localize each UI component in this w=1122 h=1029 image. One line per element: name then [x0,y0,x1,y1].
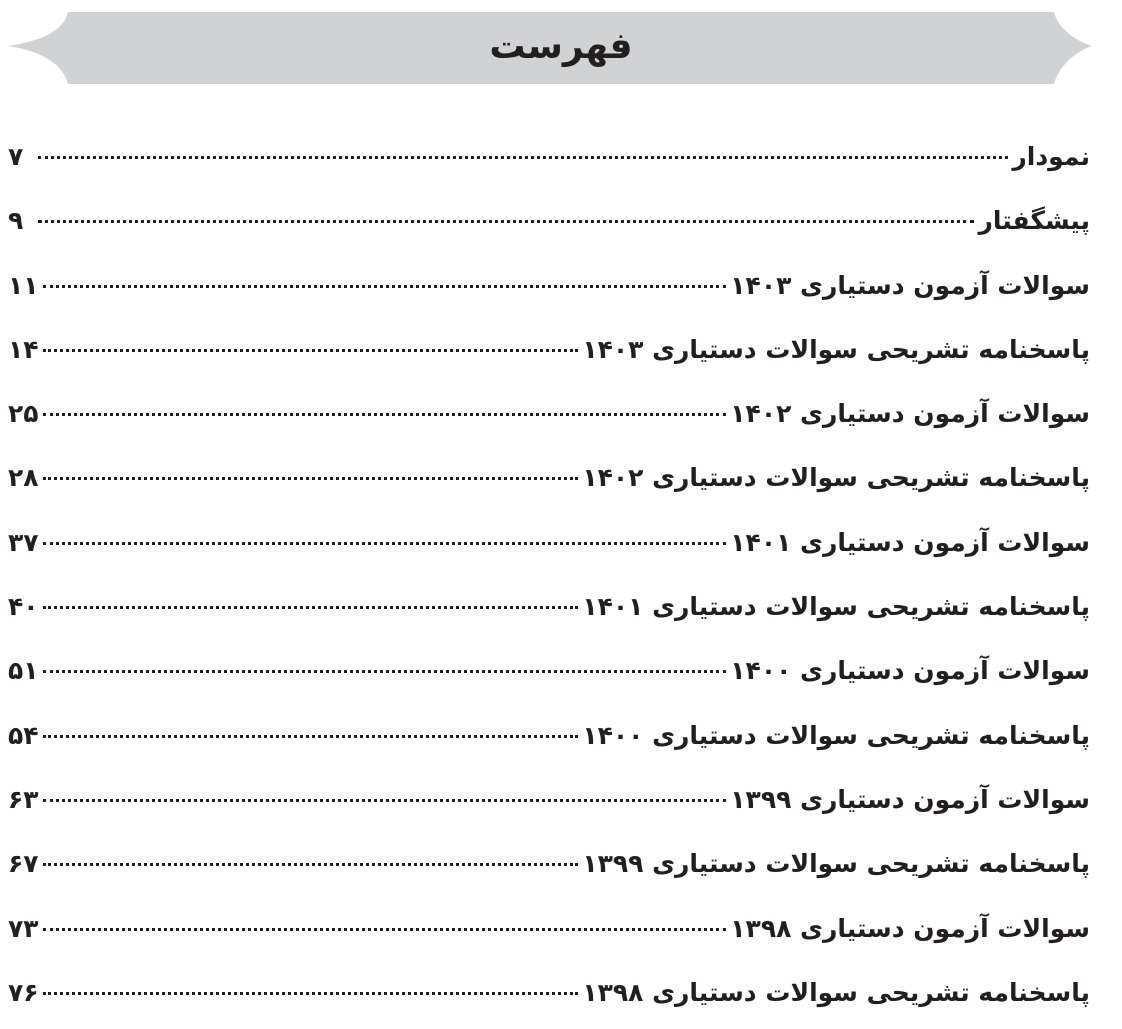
toc-entry-title[interactable]: سوالات آزمون دستیاری ۱۴۰۲ [730,399,1090,429]
page-title: فهرست [489,26,633,67]
dot-leader [38,220,974,223]
toc-entry[interactable] [0,515,1122,579]
dot-leader [38,156,1008,159]
toc-entry-page-number: ۲۸ [8,463,39,493]
toc-entry[interactable] [0,129,1122,193]
toc-entry[interactable] [0,450,1122,514]
toc-entry-page-number: ۱۴ [8,334,39,364]
dot-leader [43,992,579,995]
toc-entry[interactable] [0,643,1122,707]
toc-entry-line[interactable] [8,458,1090,498]
toc-entry-title[interactable]: سوالات آزمون دستیاری ۱۴۰۱ [730,527,1090,557]
toc-entry[interactable] [0,579,1122,643]
dot-leader [43,863,579,866]
toc-entry-line[interactable] [8,780,1090,820]
toc-entry-title[interactable]: سوالات آزمون دستیاری ۱۴۰۰ [730,656,1090,686]
toc-entry-line[interactable] [8,523,1090,563]
dot-leader [43,413,727,416]
table-of-contents [0,129,1122,1029]
toc-entry[interactable] [0,901,1122,965]
toc-entry[interactable] [0,258,1122,322]
toc-entry-page-number: ۷۶ [8,977,39,1007]
toc-entry-page-number: ۲۵ [8,399,39,429]
toc-entry-line[interactable] [8,137,1090,177]
toc-entry-page-number: ۳۷ [8,527,39,557]
toc-entry-title[interactable]: پاسخنامه تشریحی سوالات دستیاری ۱۳۹۸ [582,977,1090,1007]
toc-entry-page-number: ۹ [8,206,24,236]
toc-entry-line[interactable] [8,973,1090,1013]
dot-leader [43,542,727,545]
dot-leader [43,285,727,288]
toc-entry-title[interactable]: پاسخنامه تشریحی سوالات دستیاری ۱۳۹۹ [582,849,1090,879]
toc-entry-title[interactable]: پاسخنامه تشریحی سوالات دستیاری ۱۴۰۲ [582,463,1090,493]
toc-entry-line[interactable] [8,587,1090,627]
toc-entry-title[interactable]: نمودار [1012,142,1090,171]
dot-leader [43,735,579,738]
dot-leader [43,670,727,673]
toc-entry-page-number: ۷۳ [8,913,39,943]
toc-entry[interactable] [0,322,1122,386]
toc-entry-line[interactable] [8,844,1090,884]
toc-entry-line[interactable] [8,651,1090,691]
dot-leader [43,799,727,802]
toc-entry-line[interactable] [8,394,1090,434]
dot-leader [43,928,727,931]
toc-entry[interactable] [0,836,1122,900]
toc-entry-title[interactable]: پیشگفتار [978,206,1090,236]
toc-entry-line[interactable] [8,266,1090,306]
toc-entry-title[interactable]: سوالات آزمون دستیاری ۱۳۹۹ [730,784,1090,814]
toc-entry[interactable] [0,386,1122,450]
toc-entry[interactable] [0,965,1122,1029]
toc-entry-page-number: ۷ [8,142,24,171]
toc-entry-page-number: ۶۳ [8,784,39,814]
toc-entry-line[interactable] [8,330,1090,370]
dot-leader [43,349,579,352]
toc-entry-title[interactable]: پاسخنامه تشریحی سوالات دستیاری ۱۴۰۰ [582,720,1090,750]
toc-entry-page-number: ۱۱ [8,270,39,300]
toc-entry-title[interactable]: پاسخنامه تشریحی سوالات دستیاری ۱۴۰۱ [582,592,1090,622]
toc-entry[interactable] [0,708,1122,772]
toc-entry-line[interactable] [8,909,1090,949]
toc-entry-page-number: ۴۰ [8,592,39,622]
toc-entry[interactable] [0,772,1122,836]
toc-entry-title[interactable]: سوالات آزمون دستیاری ۱۴۰۳ [730,270,1090,300]
dot-leader [43,606,579,609]
toc-entry-title[interactable]: سوالات آزمون دستیاری ۱۳۹۸ [730,913,1090,943]
toc-entry-line[interactable] [8,201,1090,241]
dot-leader [43,477,579,480]
toc-entry-page-number: ۶۷ [8,849,39,879]
toc-entry-line[interactable] [8,716,1090,756]
toc-entry-page-number: ۵۴ [8,720,39,750]
toc-entry[interactable] [0,193,1122,257]
toc-entry-page-number: ۵۱ [8,656,39,686]
toc-entry-title[interactable]: پاسخنامه تشریحی سوالات دستیاری ۱۴۰۳ [582,334,1090,364]
header-banner [0,10,1122,86]
